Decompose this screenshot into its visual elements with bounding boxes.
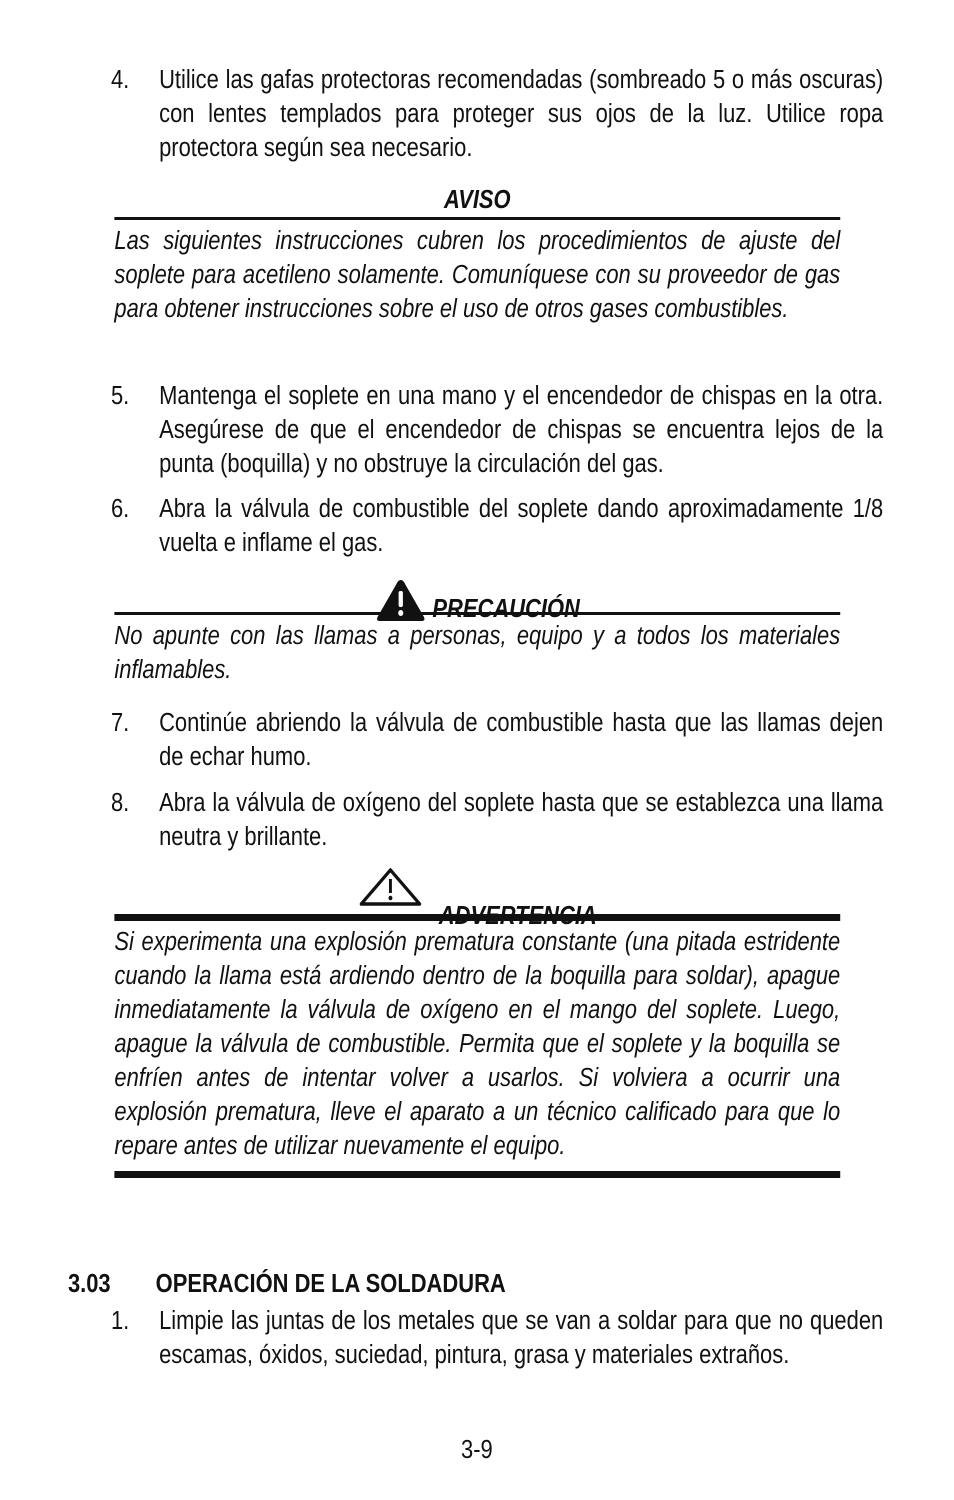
item-text: Abra la válvula de oxígeno del soplete hasta que se establezca una llama neutra y brillante. xyxy=(159,789,884,851)
advertencia-notice xyxy=(114,866,840,1178)
item-text: Continúe abriendo la válvula de combustible hasta que las llamas dejen de echar humo. xyxy=(159,709,884,771)
warning-triangle-outline-icon xyxy=(358,866,423,908)
item-number: 7. xyxy=(110,709,130,737)
aviso-notice xyxy=(114,183,840,326)
notice-header xyxy=(114,578,840,623)
section-number: 3.03 xyxy=(67,1270,111,1298)
item-number: 6. xyxy=(110,495,130,523)
notice-divider xyxy=(114,217,840,220)
precaucion-notice xyxy=(114,578,840,687)
aviso-title: AVISO xyxy=(443,186,511,214)
precaucion-title: PRECAUCIÓN xyxy=(432,595,580,623)
item-number: 4. xyxy=(110,66,130,94)
notice-divider xyxy=(114,1171,840,1178)
section-title: OPERACIÓN DE LA SOLDADURA xyxy=(155,1270,506,1298)
item-number: 5. xyxy=(110,382,130,410)
item-text: Utilice las gafas protectoras recomendadas (sombreado 5 o más oscuras) con lentes templados para proteger sus ojos de la luz. Utilice ropa protectora según sea necesario. xyxy=(159,66,884,162)
caution-triangle-filled-icon xyxy=(375,578,427,623)
item-text: Abra la válvula de combustible del soplete dando aproximadamente 1/8 vuelta e inflame el gas. xyxy=(159,495,884,557)
page-number: 3-9 xyxy=(461,1436,493,1464)
aviso-text: Las siguientes instrucciones cubren los procedimientos de ajuste del soplete para acetileno solamente. Comuníquese con su proveedor de gas para obtener instrucciones sobre el uso de otros gases combustibles. xyxy=(114,227,841,323)
section-heading xyxy=(68,1267,506,1301)
notice-header xyxy=(114,866,840,930)
advertencia-title: ADVERTENCIA xyxy=(438,902,597,930)
item-number: 1. xyxy=(110,1307,130,1335)
precaucion-text: No apunte con las llamas a personas, equipo y a todos los materiales inflamables. xyxy=(114,622,841,684)
notice-header xyxy=(114,183,840,217)
item-number: 8. xyxy=(110,789,130,817)
item-text: Mantenga el soplete en una mano y el encendedor de chispas en la otra. Asegúrese de que el encendedor de chispas se encuentra lejos de la punta (boquilla) y no obstruye la circulación del gas. xyxy=(159,382,884,478)
item-text: Limpie las juntas de los metales que se van a soldar para que no queden escamas, óxidos, suciedad, pintura, grasa y materiales extraños. xyxy=(159,1307,884,1369)
advertencia-text: Si experimenta una explosión prematura constante (una pitada estridente cuando la llama está ardiendo dentro de la boquilla para soldar), apague inmediatamente la válvula de oxígeno en el mango del soplete. Luego, apague la válvula de combustible. Permita que el soplete y la boquilla se enfríen antes de intentar volver a usarlos. Si volviera a ocurrir una explosión prematura, lleve el aparato a un técnico calificado para que lo repare antes de utilizar nuevamente el equipo. xyxy=(114,928,841,1160)
